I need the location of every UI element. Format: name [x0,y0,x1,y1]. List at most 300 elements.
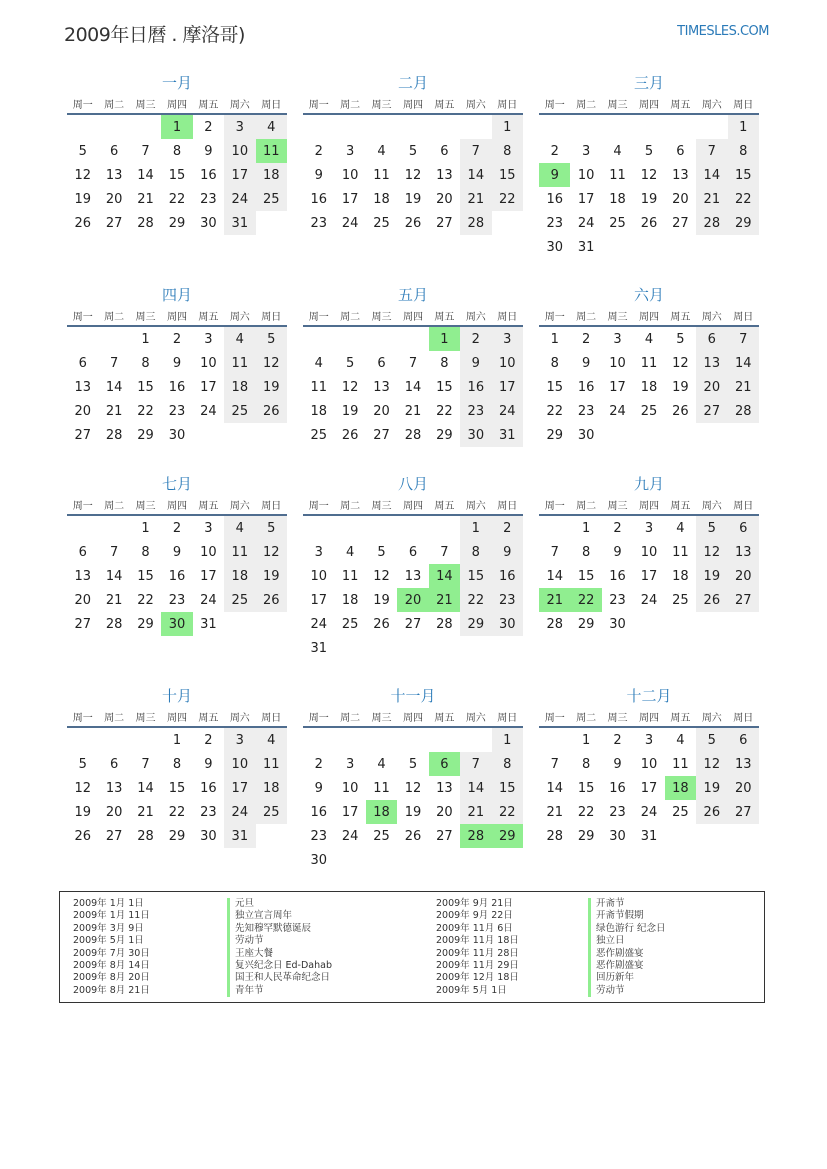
day-cell: 15 [577,568,595,584]
holiday-name: 国王和人民革命纪念日 [227,972,332,984]
empty-day-cell [460,636,491,660]
day-cell: 21 [137,191,154,207]
day-cell: 27 [436,215,453,231]
day-cell: 11 [310,379,327,395]
empty-day-cell [728,423,759,447]
weekday-header: 周二 [570,495,601,515]
day-cell: 17 [577,191,595,207]
weekend-day-cell: 20 [728,776,759,800]
day-cell: 1 [141,331,150,347]
weekend-day-cell: 24 [224,800,255,824]
day-cell: 28 [404,427,422,443]
weekend-day-cell: 28 [728,399,759,423]
holiday-date: 2009年 11月 18日 [436,935,519,947]
weekday-header: 周五 [665,707,696,727]
holiday-date: 2009年 7月 30日 [73,947,150,959]
weekend-day-cell: 12 [256,351,287,375]
weekend-day-cell: 9 [492,540,523,564]
weekend-day-cell: 31 [492,423,523,447]
day-cell: 25 [640,403,658,419]
weekday-header: 周五 [193,306,224,326]
day-cell: 2 [613,732,622,748]
day-cell: 26 [341,427,359,443]
day-cell: 4 [613,143,622,159]
day-cell: 25 [341,616,359,632]
weekend-day-cell: 16 [492,564,523,588]
weekend-day-cell: 21 [460,800,491,824]
day-cell: 9 [204,756,213,772]
empty-day-cell [130,114,161,139]
holiday-name: 独立宣言周年 [227,910,332,922]
weekday-header: 周五 [429,495,460,515]
day-cell: 29 [137,427,154,443]
empty-day-cell [334,515,365,540]
empty-day-cell [397,515,428,540]
empty-day-cell [665,612,696,636]
month-block [67,284,287,447]
day-cell: 6 [377,355,386,371]
day-cell: 29 [168,215,186,231]
weekday-header: 周六 [460,707,491,727]
weekend-day-cell: 12 [696,752,727,776]
day-cell: 19 [341,403,359,419]
day-cell: 21 [105,403,123,419]
weekday-header: 周三 [602,707,633,727]
weekend-day-cell: 15 [728,163,759,187]
weekday-header: 周六 [224,94,255,114]
weekday-header: 周三 [366,495,397,515]
month-block [303,473,523,660]
day-cell: 3 [581,143,591,159]
weekend-day-cell: 7 [460,139,491,163]
empty-day-cell [303,326,334,351]
weekday-header: 周四 [633,495,664,515]
month-title: 三月 [633,74,664,92]
month-block [303,72,523,235]
day-cell: 5 [408,756,418,772]
weekend-day-cell: 4 [224,515,255,540]
day-cell: 24 [310,616,327,632]
empty-day-cell [130,727,161,752]
day-cell: 28 [105,616,123,632]
month-title: 一月 [161,74,192,92]
day-cell: 25 [373,828,390,844]
day-cell: 2 [204,119,213,135]
day-cell: 24 [200,403,217,419]
day-cell: 18 [609,191,626,207]
day-cell: 6 [408,544,418,560]
day-cell: 25 [310,427,327,443]
day-cell: 31 [310,640,327,656]
day-cell: 17 [640,568,658,584]
weekend-day-cell: 17 [492,375,523,399]
day-cell: 11 [609,167,626,183]
holiday-day-cell: 18 [665,776,696,800]
day-cell: 16 [310,191,327,207]
holiday-day-cell: 20 [397,588,428,612]
month-title: 六月 [633,286,664,304]
day-cell: 7 [109,544,119,560]
weekend-day-cell: 26 [696,588,727,612]
weekday-header: 周日 [728,94,759,114]
day-cell: 26 [672,403,689,419]
day-cell: 27 [373,427,390,443]
day-cell: 24 [341,215,359,231]
weekend-day-cell: 23 [460,399,491,423]
weekend-day-cell: 23 [492,588,523,612]
day-cell: 6 [78,355,87,371]
day-cell: 21 [404,403,422,419]
weekend-day-cell: 17 [224,163,255,187]
day-cell: 6 [109,756,119,772]
day-cell: 26 [74,828,91,844]
weekend-day-cell: 11 [224,351,255,375]
weekend-day-cell: 26 [256,399,287,423]
day-cell: 11 [672,756,689,772]
holiday-name: 恶作剧盛宴 [588,960,666,972]
day-cell: 30 [200,215,217,231]
day-cell: 14 [105,379,123,395]
day-cell: 6 [78,544,87,560]
day-cell: 27 [105,215,123,231]
day-cell: 10 [609,355,626,371]
weekday-header: 周四 [633,94,664,114]
day-cell: 11 [672,544,689,560]
day-cell: 4 [314,355,323,371]
empty-day-cell [334,636,365,660]
weekday-header: 周日 [492,306,523,326]
day-cell: 19 [404,191,422,207]
day-cell: 8 [172,143,182,159]
day-cell: 24 [640,804,658,820]
holiday-date: 2009年 1月 1日 [73,898,144,909]
day-cell: 6 [440,143,449,159]
day-cell: 20 [373,403,390,419]
weekend-day-cell: 29 [460,612,491,636]
day-cell: 17 [200,568,217,584]
day-cell: 23 [310,828,327,844]
weekend-day-cell: 20 [696,375,727,399]
day-cell: 30 [609,828,626,844]
weekend-day-cell: 4 [224,326,255,351]
weekend-day-cell: 7 [696,139,727,163]
month-block [539,685,759,848]
weekend-day-cell: 22 [728,187,759,211]
empty-day-cell [98,114,129,139]
day-cell: 16 [168,379,186,395]
page-title: 2009年日曆 . 摩洛哥) [64,24,245,46]
day-cell: 22 [168,804,186,820]
empty-day-cell [366,326,397,351]
site-link[interactable]: TIMESLES.COM [677,24,769,39]
weekday-header: 周三 [130,707,161,727]
weekday-header: 周二 [570,306,601,326]
weekday-header: 周二 [570,94,601,114]
day-cell: 7 [141,143,150,159]
holiday-date: 2009年 8月 14日 [73,960,150,972]
day-cell: 26 [404,215,422,231]
weekend-day-cell: 13 [728,752,759,776]
day-cell: 5 [345,355,355,371]
weekend-day-cell: 19 [256,375,287,399]
weekday-header: 周六 [696,306,727,326]
weekend-day-cell: 22 [492,800,523,824]
month-title: 五月 [397,286,428,304]
day-cell: 3 [345,756,355,772]
day-cell: 15 [168,780,186,796]
day-cell: 5 [644,143,654,159]
weekend-day-cell: 27 [728,588,759,612]
weekend-day-cell: 6 [728,727,759,752]
weekday-header: 周一 [67,306,98,326]
day-cell: 2 [550,143,559,159]
day-cell: 26 [404,828,422,844]
weekend-day-cell: 14 [460,776,491,800]
empty-day-cell [665,824,696,848]
day-cell: 19 [74,191,91,207]
empty-day-cell [366,848,397,872]
weekday-header: 周一 [303,94,334,114]
day-cell: 12 [640,167,658,183]
weekday-header: 周一 [539,306,570,326]
day-cell: 9 [172,544,182,560]
empty-day-cell [397,636,428,660]
day-cell: 7 [440,544,449,560]
weekend-day-cell: 3 [492,326,523,351]
day-cell: 1 [550,331,559,347]
day-cell: 27 [672,215,689,231]
weekend-day-cell: 17 [224,776,255,800]
empty-day-cell [303,727,334,752]
day-cell: 26 [373,616,390,632]
weekend-day-cell: 27 [696,399,727,423]
weekend-day-cell: 5 [696,727,727,752]
empty-day-cell [193,423,224,447]
day-cell: 3 [204,520,213,536]
empty-day-cell [98,727,129,752]
day-cell: 17 [200,379,217,395]
day-cell: 4 [345,544,355,560]
day-cell: 26 [74,215,91,231]
day-cell: 24 [640,592,658,608]
holiday-name: 复兴纪念日 Ed-Dahab [227,960,332,972]
weekday-header: 周二 [98,94,129,114]
day-cell: 25 [373,215,390,231]
weekday-header: 周五 [193,94,224,114]
weekend-day-cell: 5 [696,515,727,540]
day-cell: 13 [105,780,123,796]
weekend-day-cell: 4 [256,727,287,752]
weekend-day-cell: 3 [224,727,255,752]
empty-day-cell [256,423,287,447]
empty-day-cell [334,727,365,752]
weekday-header: 周一 [67,495,98,515]
day-cell: 8 [172,756,182,772]
day-cell: 15 [137,379,154,395]
day-cell: 7 [408,355,418,371]
weekday-header: 周三 [602,94,633,114]
weekday-header: 周二 [98,495,129,515]
empty-day-cell [429,515,460,540]
weekend-day-cell: 10 [492,351,523,375]
empty-day-cell [366,727,397,752]
day-cell: 10 [640,544,658,560]
day-cell: 13 [74,379,91,395]
weekend-day-cell: 15 [492,776,523,800]
weekend-day-cell: 22 [460,588,491,612]
weekend-day-cell: 8 [492,752,523,776]
empty-day-cell [696,612,727,636]
day-cell: 3 [644,520,654,536]
day-cell: 15 [546,379,563,395]
day-cell: 26 [640,215,658,231]
day-cell: 25 [672,592,689,608]
weekday-header: 周三 [366,306,397,326]
day-cell: 9 [204,143,213,159]
empty-day-cell [366,114,397,139]
day-cell: 11 [640,355,658,371]
empty-day-cell [460,727,491,752]
day-cell: 6 [109,143,119,159]
empty-day-cell [366,515,397,540]
weekday-header: 周三 [366,94,397,114]
weekend-day-cell: 15 [492,163,523,187]
day-cell: 5 [676,331,685,347]
weekend-day-cell: 31 [224,211,255,235]
weekend-day-cell: 21 [696,187,727,211]
weekend-day-cell: 11 [224,540,255,564]
holiday-name: 劳动节 [227,935,332,947]
holiday-day-cell: 21 [429,588,460,612]
weekend-day-cell: 2 [460,326,491,351]
weekday-header: 周五 [665,306,696,326]
day-cell: 9 [581,355,591,371]
day-cell: 5 [78,143,87,159]
weekend-day-cell: 12 [256,540,287,564]
day-cell: 14 [105,568,123,584]
day-cell: 5 [408,143,418,159]
month-block [303,685,523,872]
weekday-header: 周日 [492,495,523,515]
empty-day-cell [728,824,759,848]
day-cell: 14 [546,780,563,796]
weekday-header: 周五 [665,94,696,114]
weekend-day-cell: 14 [460,163,491,187]
weekend-day-cell: 11 [256,752,287,776]
empty-day-cell [67,727,98,752]
day-cell: 28 [137,215,154,231]
holiday-name: 独立日 [588,935,666,947]
day-cell: 12 [74,167,91,183]
day-cell: 24 [577,215,595,231]
weekend-day-cell: 19 [256,564,287,588]
weekend-day-cell: 1 [728,114,759,139]
day-cell: 8 [550,355,559,371]
day-cell: 16 [200,167,217,183]
day-cell: 9 [314,167,323,183]
day-cell: 30 [168,427,186,443]
day-cell: 28 [546,828,563,844]
weekend-day-cell: 13 [728,540,759,564]
day-cell: 19 [640,191,658,207]
holiday-day-cell: 28 [460,824,491,848]
month-block [303,284,523,447]
holiday-date: 2009年 11月 6日 [436,922,513,934]
weekend-day-cell: 20 [728,564,759,588]
day-cell: 2 [204,732,213,748]
day-cell: 4 [676,732,685,748]
empty-day-cell [224,423,255,447]
day-cell: 29 [577,828,595,844]
day-cell: 19 [74,804,91,820]
weekday-header: 周四 [397,707,428,727]
weekend-day-cell: 4 [256,114,287,139]
day-cell: 10 [341,780,359,796]
day-cell: 22 [137,403,154,419]
weekday-header: 周三 [602,495,633,515]
day-cell: 18 [341,592,359,608]
month-block [539,284,759,447]
empty-day-cell [602,114,633,139]
holiday-date: 2009年 5月 1日 [436,984,507,996]
weekend-day-cell: 19 [696,776,727,800]
day-cell: 20 [74,403,91,419]
day-cell: 10 [640,756,658,772]
empty-day-cell [334,848,365,872]
day-cell: 9 [172,355,182,371]
empty-day-cell [492,636,523,660]
weekday-header: 周六 [696,495,727,515]
day-cell: 2 [581,331,591,347]
day-cell: 14 [546,568,563,584]
day-cell: 23 [168,592,186,608]
holiday-date: 2009年 1月 11日 [73,910,150,922]
empty-day-cell [303,515,334,540]
weekend-day-cell: 24 [224,187,255,211]
weekday-header: 周二 [98,306,129,326]
day-cell: 8 [440,355,449,371]
holiday-day-cell: 1 [161,114,192,139]
day-cell: 17 [310,592,327,608]
holiday-name: 开斋节 [588,898,666,910]
day-cell: 11 [373,780,390,796]
day-cell: 24 [341,828,359,844]
day-cell: 8 [581,756,591,772]
weekday-header: 周四 [161,495,192,515]
day-cell: 20 [672,191,689,207]
holiday-day-cell: 11 [256,139,287,163]
empty-day-cell [67,515,98,540]
day-cell: 31 [200,616,217,632]
weekend-day-cell: 10 [224,752,255,776]
weekend-day-cell: 30 [460,423,491,447]
day-cell: 4 [676,520,685,536]
holiday-date: 2009年 9月 21日 [436,898,513,909]
month-title: 十一月 [390,687,436,705]
weekend-day-cell: 10 [224,139,255,163]
day-cell: 3 [314,544,323,560]
day-cell: 12 [404,167,422,183]
day-cell: 23 [200,804,217,820]
empty-day-cell [256,211,287,235]
weekend-day-cell: 13 [696,351,727,375]
day-cell: 1 [141,520,150,536]
day-cell: 3 [644,732,654,748]
weekday-header: 周六 [696,94,727,114]
day-cell: 8 [141,544,150,560]
day-cell: 25 [672,804,689,820]
day-cell: 23 [546,215,563,231]
